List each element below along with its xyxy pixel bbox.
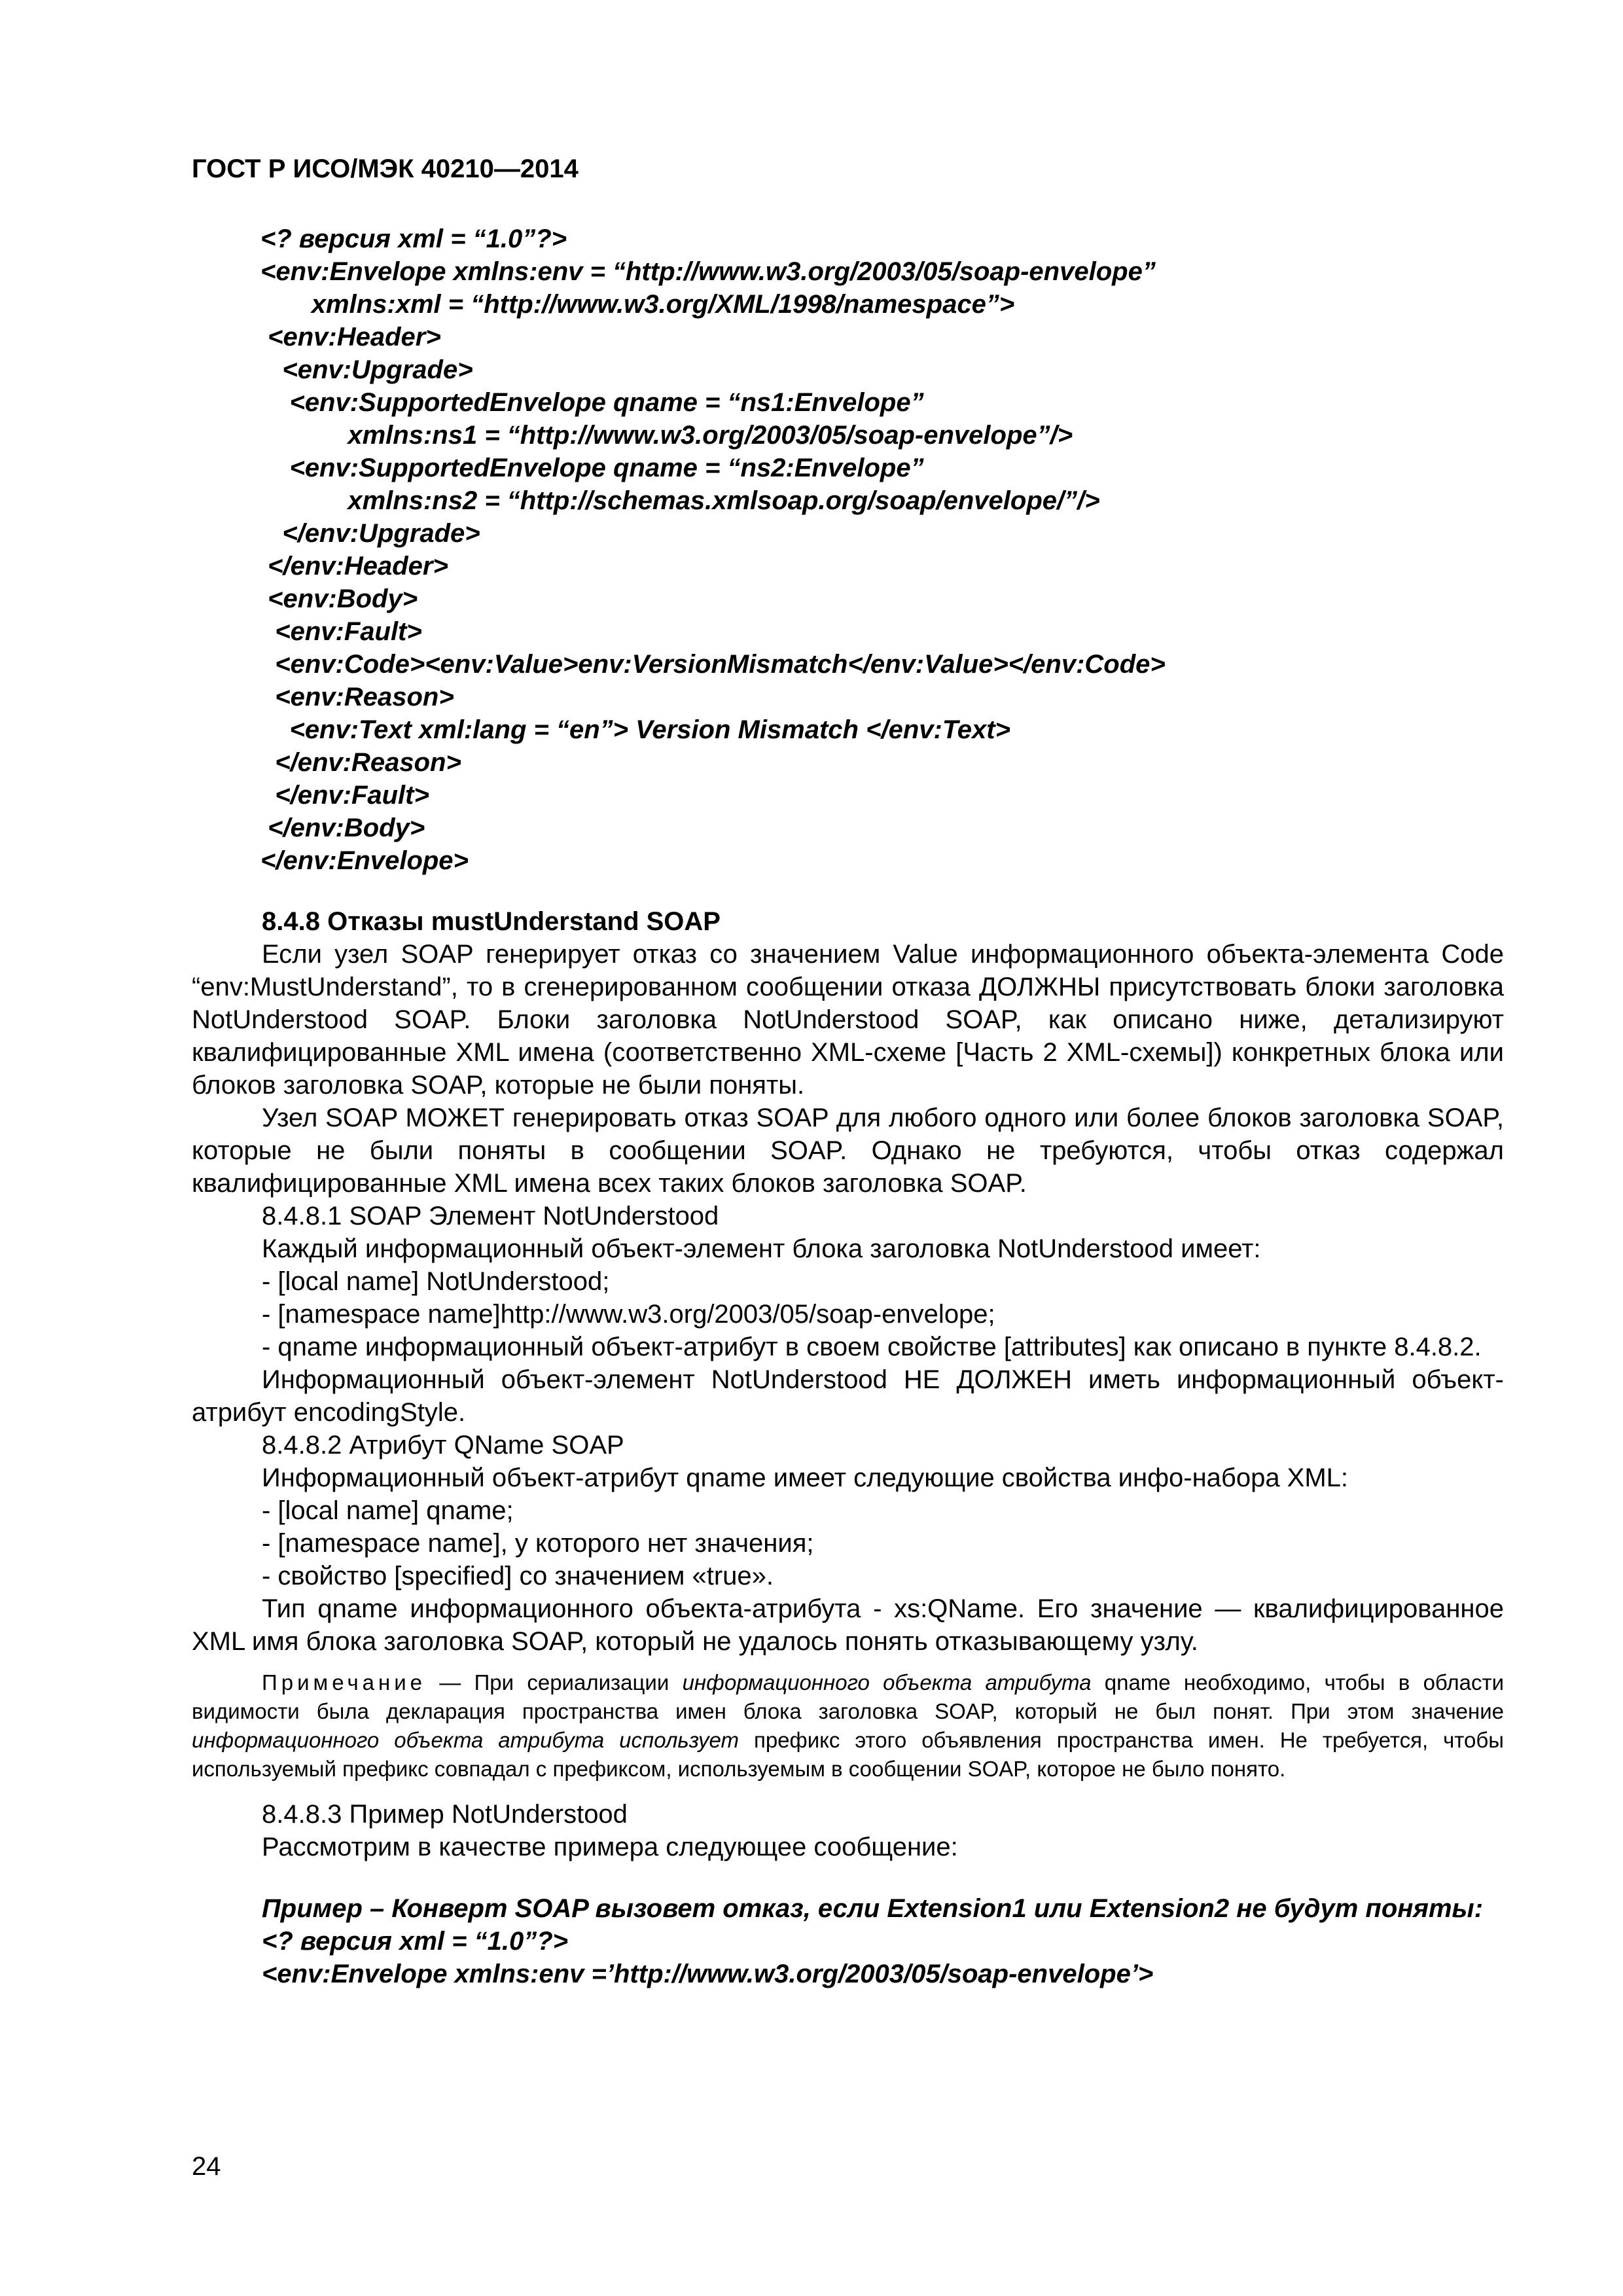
code-line: <env:Header> xyxy=(260,323,441,351)
code-line: </env:Body> xyxy=(260,814,425,842)
paragraph: Узел SOAP МОЖЕТ генерировать отказ SOAP для любого одного или более блоков заголовка SOAP, которые не были поняты в сообщении SOAP. Однако не требуются, чтобы отказ содержал квалифицированные XML имена всех таких блоков заголовка SOAP. xyxy=(192,1103,1504,1198)
list-item: - qname информационный объект-атрибут в своем свойстве [attributes] как описано в пункте 8.4.8.2. xyxy=(262,1333,1482,1361)
page-number: 24 xyxy=(192,2152,221,2181)
code-block xyxy=(260,223,1537,877)
list-item: - [namespace name], у которого нет значения; xyxy=(262,1529,814,1558)
code-line: </env:Envelope> xyxy=(260,846,469,875)
note-text: qname необходимо, чтобы в области видимости была декларация пространства имен блока заголовка SOAP, который не был понят. При этом значение xyxy=(192,1670,1504,1723)
code-line: </env:Fault> xyxy=(260,781,429,810)
code-line: <env:Body> xyxy=(260,584,418,613)
paragraph: Если узел SOAP генерирует отказ со значением Value информационного объекта-элемента Code “env:MustUnderstand”, то в сгенерированном сообщении отказа ДОЛЖНЫ присутствовать блоки заголовка NotUnderstood SOAP. Блоки заголовка NotUnderstood SOAP, как описано ниже, детализируют квалифицированные XML имена (соответственно XML-схеме [Часть 2 XML-схемы]) конкретных блока или блоков заголовка SOAP, которые не были поняты. xyxy=(192,940,1504,1100)
note xyxy=(192,1668,1504,1784)
list-item: - [local name] NotUnderstood; xyxy=(262,1267,610,1296)
code-line: </env:Header> xyxy=(260,552,448,581)
document-header: ГОСТ Р ИСО/МЭК 40210—2014 xyxy=(192,154,579,183)
example-line: <? версия xml = “1.0”?> xyxy=(262,1927,569,1956)
code-line: <env:Fault> xyxy=(260,617,422,646)
example-line: Пример – Конверт SOAP вызовет отказ, если Extension1 или Extension2 не будут поняты: xyxy=(262,1894,1484,1923)
code-line: </env:Upgrade> xyxy=(260,519,480,548)
code-line: <env:SupportedEnvelope qname = “ns1:Envelope” xyxy=(260,388,924,417)
code-line: </env:Reason> xyxy=(260,748,461,777)
spacer xyxy=(192,1863,1504,1892)
paragraph: Информационный объект-атрибут qname имеет следующие свойства инфо-набора XML: xyxy=(262,1463,1349,1492)
note-italic-text: информационного объекта атрибута xyxy=(682,1670,1092,1695)
paragraph: Каждый информационный объект-элемент блока заголовка NotUnderstood имеет: xyxy=(262,1234,1261,1263)
example-line: <env:Envelope xmlns:env =’http://www.w3.org/2003/05/soap-envelope’> xyxy=(262,1960,1154,1988)
code-line: <env:Reason> xyxy=(260,683,454,711)
section-body xyxy=(192,905,1504,1990)
subsection-title: 8.4.8.2 Атрибут QName SOAP xyxy=(262,1431,624,1460)
code-line: <env:Upgrade> xyxy=(260,355,473,384)
code-line: <env:Envelope xmlns:env = “http://www.w3.org/2003/05/soap-envelope” xyxy=(260,257,1156,286)
code-line: <env:Text xml:lang = “en”> Version Mismatch </env:Text> xyxy=(260,715,1010,744)
note-label: Примечание xyxy=(262,1670,427,1695)
code-line: xmlns:ns2 = “http://schemas.xmlsoap.org/soap/envelope/”/> xyxy=(260,486,1100,515)
code-line: <env:Code><env:Value>env:VersionMismatch</env:Value></env:Code> xyxy=(260,650,1166,679)
list-item: - [namespace name]http://www.w3.org/2003/05/soap-envelope; xyxy=(262,1300,995,1329)
section-heading: 8.4.8 Отказы mustUnderstand SOAP xyxy=(262,907,721,936)
paragraph: Рассмотрим в качестве примера следующее сообщение: xyxy=(262,1833,958,1861)
paragraph: Тип qname информационного объекта-атрибута - xs:QName. Его значение — квалифицированное XML имя блока заголовка SOAP, который не удалось понять отказывающему узлу. xyxy=(192,1594,1504,1656)
subsection-title: 8.4.8.3 Пример NotUnderstood xyxy=(262,1800,628,1829)
list-item: - свойство [specified] со значением «true». xyxy=(262,1562,774,1590)
subsection-title: 8.4.8.1 SOAP Элемент NotUnderstood xyxy=(262,1202,719,1230)
code-line: xmlns:ns1 = “http://www.w3.org/2003/05/soap-envelope”/> xyxy=(260,421,1073,450)
paragraph: Информационный объект-элемент NotUnderstood НЕ ДОЛЖЕН иметь информационный объект-атрибут encodingStyle. xyxy=(192,1365,1504,1427)
list-item: - [local name] qname; xyxy=(262,1496,514,1525)
note-text: префикс этого объявления пространства имен. Не требуется, чтобы используемый префикс совпадал с префиксом, используемым в сообщении SOAP, которое не было понято. xyxy=(192,1728,1504,1781)
code-line: <? версия xml = “1.0”?> xyxy=(260,224,567,253)
code-line: xmlns:xml = “http://www.w3.org/XML/1998/namespace”> xyxy=(260,290,1015,319)
code-line: <env:SupportedEnvelope qname = “ns2:Envelope” xyxy=(260,454,924,482)
note-italic-text: информационного объекта атрибута использует xyxy=(192,1728,740,1752)
note-text: — При сериализации xyxy=(426,1670,683,1695)
